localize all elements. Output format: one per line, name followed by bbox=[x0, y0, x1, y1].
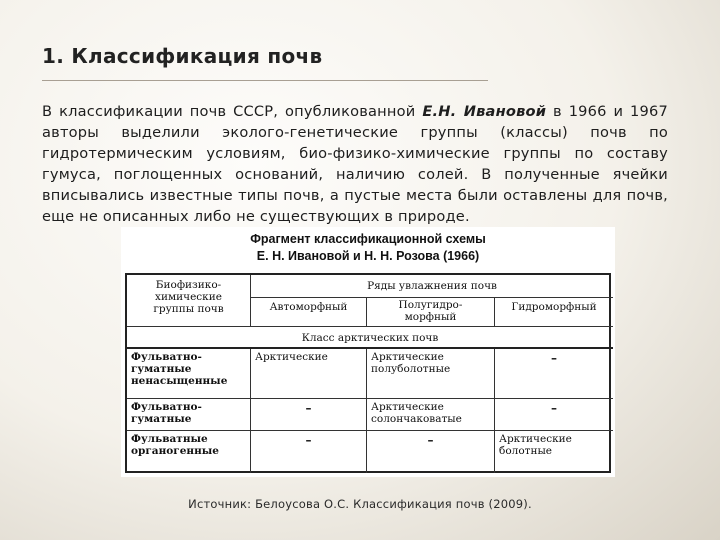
table-cell: – bbox=[367, 431, 495, 473]
title-divider bbox=[42, 80, 488, 81]
table-row-group: Фульватно- гуматные ненасыщенные bbox=[127, 349, 251, 399]
class-arctic-row: Класс арктических почв bbox=[127, 327, 613, 349]
figure-subtitle: Е. Н. Ивановой и Н. Н. Розова (1966) bbox=[256, 249, 480, 263]
header-moisture-rows: Ряды увлажнения почв bbox=[251, 275, 613, 298]
figure-title: Фрагмент классификационной схемы bbox=[250, 232, 486, 246]
author-name: Е.Н. Ивановой bbox=[422, 103, 547, 120]
intro-paragraph bbox=[42, 101, 668, 227]
col-hydromorph: Гидроморфный bbox=[495, 298, 613, 327]
col-automorph: Автоморфный bbox=[251, 298, 367, 327]
classification-table bbox=[125, 273, 611, 473]
table-cell: Арктические полуболотные bbox=[367, 349, 495, 399]
classification-figure bbox=[121, 227, 615, 477]
table-cell: – bbox=[251, 431, 367, 473]
table-row-group: Фульватно- гуматные bbox=[127, 399, 251, 431]
para-text-start: В классификации почв СССР, опубликованной bbox=[42, 103, 423, 120]
table-cell: Арктические солончаковатые bbox=[367, 399, 495, 431]
para-text-end: в 1966 и 1967 авторы выделили эколого-генетические группы (классы) почв по гидротермическим условиям, био-физико-химические группы по составу гумуса, поглощенных оснований, наличию солей. В полученные ячейки вписывались известные типы почв, а пустые места были оставлены для почв, еще не описанных либо не существующих в природе. bbox=[42, 103, 668, 225]
source-caption: Источник: Белоусова О.С. Классификация почв (2009). bbox=[188, 497, 532, 511]
table-row-group: Фульватные органогенные bbox=[127, 431, 251, 473]
header-bio-groups: Биофизико- химические группы почв bbox=[127, 275, 251, 327]
table-cell: – bbox=[251, 399, 367, 431]
table-cell: Арктические bbox=[251, 349, 367, 399]
table-cell: – bbox=[495, 349, 613, 399]
table-cell: – bbox=[495, 399, 613, 431]
table-cell: Арктические болотные bbox=[499, 433, 572, 457]
slide-title: 1. Классификация почв bbox=[42, 44, 323, 68]
col-semihydromorph: Полугидро- морфный bbox=[367, 298, 495, 327]
